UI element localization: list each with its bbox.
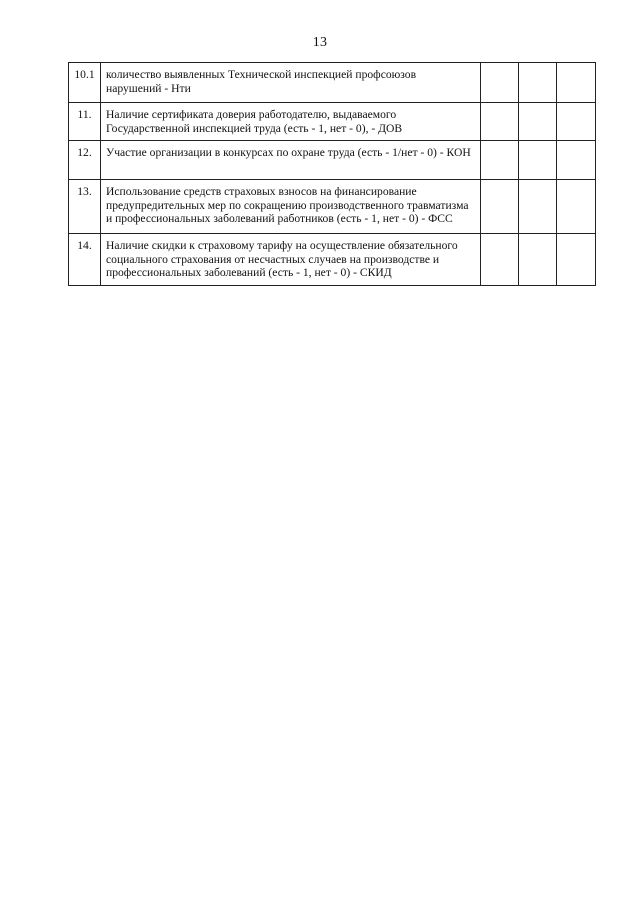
value-cell [557,180,596,234]
row-description-text: Наличие скидки к страховому тарифу на осуществление обязательного социального страхования от несчастных случаев на производстве и профессиональных заболеваний (есть - 1, нет - 0) - СКИД [106,239,458,280]
row-number: 13. [69,180,101,234]
table-row [69,234,596,286]
table-row [69,103,596,141]
row-number: 11. [69,103,101,141]
value-cell [557,103,596,141]
value-cell [519,103,557,141]
row-description [101,180,481,234]
value-cell [481,234,519,286]
row-number: 12. [69,141,101,180]
value-cell [519,63,557,103]
row-description-text: Участие организации в конкурсах по охране труда (есть - 1/нет - 0) - КОН [106,146,471,159]
criteria-table [68,62,596,286]
row-number: 10.1 [69,63,101,103]
value-cell [519,234,557,286]
row-description [101,141,481,180]
row-description [101,63,481,103]
value-cell [481,103,519,141]
value-cell [519,141,557,180]
row-description-text: Наличие сертификата доверия работодателю, выдаваемого Государственной инспекцией труда (есть - 1, нет - 0), - ДОВ [106,108,403,135]
value-cell [519,180,557,234]
row-description [101,103,481,141]
row-number: 14. [69,234,101,286]
value-cell [481,63,519,103]
row-description-text: количество выявленных Технической инспекцией профсоюзов нарушений - Нти [106,68,417,95]
value-cell [557,234,596,286]
page-number: 13 [312,35,328,50]
table-row [69,63,596,103]
value-cell [557,63,596,103]
value-cell [481,180,519,234]
table-row [69,141,596,180]
value-cell [481,141,519,180]
row-description [101,234,481,286]
value-cell [557,141,596,180]
row-description-text: Использование средств страховых взносов на финансирование предупредительных мер по сокращению производственного травматизма и профессиональных заболеваний работников (есть - 1, нет - 0) - ФСС [106,185,469,226]
table-row [69,180,596,234]
